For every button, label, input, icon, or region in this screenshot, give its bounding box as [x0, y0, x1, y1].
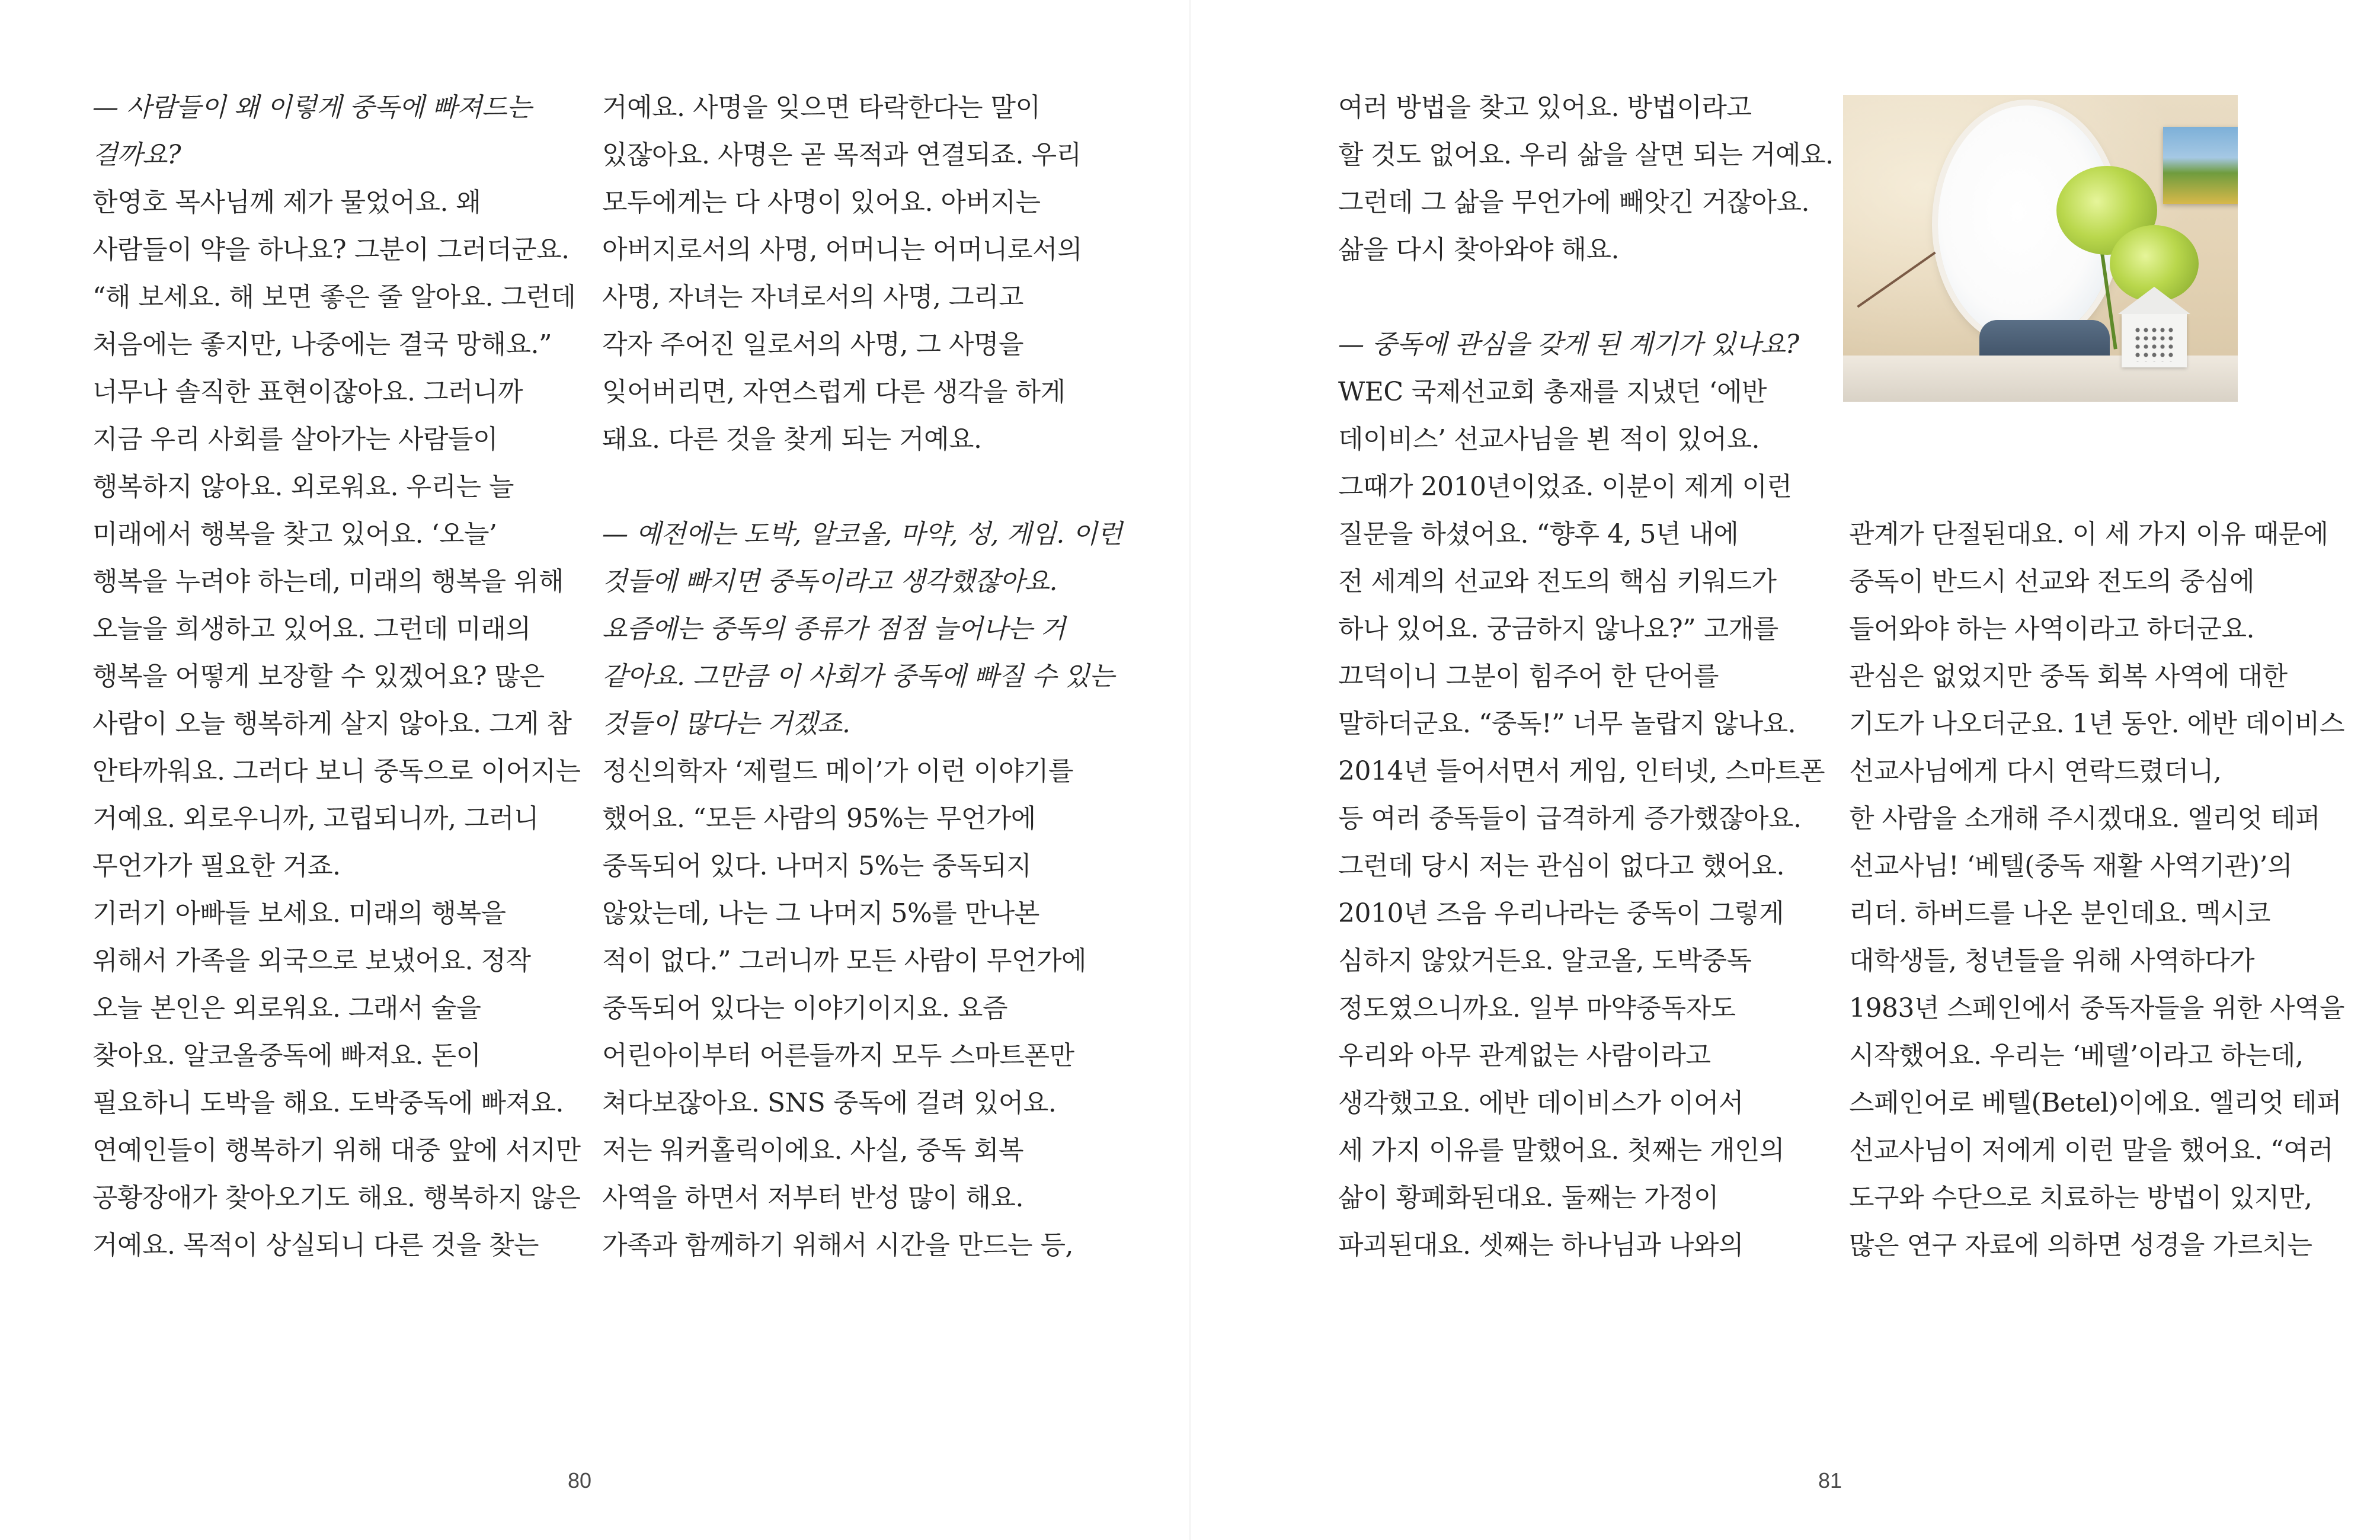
interview-question-line: 것들에 빠지면 중독이라고 생각했잖아요.: [602, 566, 1058, 597]
body-text-line: 찾아요. 알코올중독에 빠져요. 돈이: [92, 1040, 481, 1071]
body-text-line: 그때가 2010년이었죠. 이분이 제게 이런: [1338, 472, 1792, 502]
body-text-line: 있잖아요. 사명은 곧 목적과 연결되죠. 우리: [602, 140, 1082, 170]
body-text-line: 사람들이 약을 하나요? 그분이 그러더군요.: [92, 235, 570, 265]
body-text-line: 중독되어 있다. 나머지 5%는 중독되지: [602, 851, 1032, 881]
body-text-line: 하나 있어요. 궁금하지 않나요?” 고개를: [1338, 614, 1778, 644]
body-text-line: 잊어버리면, 자연스럽게 다른 생각을 하게: [602, 377, 1066, 407]
body-text-line: 모두에게는 다 사명이 있어요. 아버지는: [602, 187, 1041, 217]
body-text-line: 우리와 아무 관계없는 사람이라고: [1338, 1040, 1711, 1071]
body-text-line: 적이 없다.” 그러니까 모든 사람이 무언가에: [602, 946, 1086, 976]
body-text-line: 많은 연구 자료에 의하면 성경을 가르치는: [1849, 1230, 2312, 1260]
body-text-line: 2010년 즈음 우리나라는 중독이 그렇게: [1338, 898, 1784, 929]
text-column-4: [1849, 511, 2347, 1269]
interview-question-line: 요즘에는 중독의 종류가 점점 늘어나는 거: [602, 614, 1066, 644]
body-text-line: 전 세계의 선교와 전도의 핵심 키워드가: [1338, 566, 1777, 597]
text-column-1: [92, 84, 581, 1269]
body-text-line: 사역을 하면서 저부터 반성 많이 해요.: [602, 1183, 1023, 1213]
body-text-line: 들어와야 하는 사역이라고 하더군요.: [1849, 614, 2255, 644]
body-text-line: 질문을 하셨어요. “향후 4, 5년 내에: [1338, 519, 1739, 549]
body-text-line: 말하더군요. “중독!” 너무 놀랍지 않나요.: [1338, 709, 1796, 739]
body-text-line: 가족과 함께하기 위해서 시간을 만드는 등,: [602, 1230, 1073, 1260]
body-text-line: 한영호 목사님께 제가 물었어요. 왜: [92, 187, 481, 217]
body-text-line: 그런데 그 삶을 무언가에 빼앗긴 거잖아요.: [1338, 187, 1809, 217]
body-text-line: 거예요. 목적이 상실되니 다른 것을 찾는: [92, 1230, 539, 1260]
body-text-line: 선교사님! ‘베텔(중독 재활 사역기관)’의: [1849, 851, 2293, 881]
body-text-line: 미래에서 행복을 찾고 있어요. ‘오늘’: [92, 519, 497, 549]
body-text-line: 처음에는 좋지만, 나중에는 결국 망해요.”: [92, 329, 552, 360]
body-text-line: 파괴된대요. 셋째는 하나님과 나와의: [1338, 1230, 1744, 1260]
photo-house-pattern: [2133, 326, 2175, 361]
body-text-line: 한 사람을 소개해 주시겠대요. 엘리엇 테퍼: [1849, 803, 2320, 834]
body-text-line: 오늘을 희생하고 있어요. 그런데 미래의: [92, 614, 531, 644]
body-text-line: 1983년 스페인에서 중독자들을 위한 사역을: [1849, 993, 2344, 1023]
body-text-line: 생각했고요. 에반 데이비스가 이어서: [1338, 1088, 1744, 1118]
body-text-line: 선교사님이 저에게 이런 말을 했어요. “여러: [1849, 1135, 2333, 1166]
body-text-line: 행복하지 않아요. 외로워요. 우리는 늘: [92, 472, 514, 502]
paragraph-gap: [602, 463, 1076, 511]
body-text-line: 않았는데, 나는 그 나머지 5%를 만나본: [602, 898, 1039, 929]
body-text-line: 중독되어 있다는 이야기이지요. 요즘: [602, 993, 1008, 1023]
interview-question-line: 같아요. 그만큼 이 사회가 중독에 빠질 수 있는: [602, 661, 1114, 691]
body-text-line: 도구와 수단으로 치료하는 방법이 있지만,: [1849, 1183, 2312, 1213]
body-text-line: 연예인들이 행복하기 위해 대중 앞에 서지만: [92, 1135, 581, 1166]
interior-photo: [1843, 95, 2238, 402]
body-text-line: 중독이 반드시 선교와 전도의 중심에: [1849, 566, 2255, 597]
body-text-line: 삶을 다시 찾아와야 해요.: [1338, 235, 1619, 265]
body-text-line: 심하지 않았거든요. 알코올, 도박중독: [1338, 946, 1752, 976]
body-text-line: 쳐다보잖아요. SNS 중독에 걸려 있어요.: [602, 1088, 1057, 1118]
body-text-line: 아버지로서의 사명, 어머니는 어머니로서의: [602, 235, 1083, 265]
body-text-line: 정도였으니까요. 일부 마약중독자도: [1338, 993, 1736, 1023]
text-column-2: [602, 84, 1122, 1269]
interview-question-line: 것들이 많다는 거겠죠.: [602, 709, 850, 739]
interview-question-line: — 사람들이 왜 이렇게 중독에 빠져드는: [92, 92, 532, 123]
paragraph-gap: [1338, 274, 1824, 321]
body-text-line: 행복을 누려야 하는데, 미래의 행복을 위해: [92, 566, 564, 597]
body-text-line: 할 것도 없어요. 우리 삶을 살면 되는 거예요.: [1338, 140, 1834, 170]
body-text-line: 안타까워요. 그러다 보니 중독으로 이어지는: [92, 756, 581, 786]
page-number-left: 80: [568, 1468, 592, 1493]
body-text-line: 기도가 나오더군요. 1년 동안. 에반 데이비스: [1849, 709, 2344, 739]
body-text-line: 사람이 오늘 행복하게 살지 않아요. 그게 참: [92, 709, 572, 739]
body-text-line: 각자 주어진 일로서의 사명, 그 사명을: [602, 329, 1023, 360]
body-text-line: 대학생들, 청년들을 위해 사역하다가: [1849, 946, 2255, 976]
photo-landscape-painting: [2163, 127, 2238, 204]
body-text-line: 오늘 본인은 외로워요. 그래서 술을: [92, 993, 481, 1023]
body-text-line: 여러 방법을 찾고 있어요. 방법이라고: [1338, 92, 1752, 123]
body-text-line: 위해서 가족을 외국으로 보냈어요. 정작: [92, 946, 531, 976]
interview-question-line: 걸까요?: [92, 140, 181, 170]
body-text-line: 정신의학자 ‘제럴드 메이’가 이런 이야기를: [602, 756, 1073, 786]
body-text-line: 시작했어요. 우리는 ‘베델’이라고 하는데,: [1849, 1040, 2304, 1071]
body-text-line: 너무나 솔직한 표현이잖아요. 그러니까: [92, 377, 523, 407]
interview-question-line: — 중독에 관심을 갖게 된 계기가 있나요?: [1338, 329, 1799, 360]
body-text-line: 리더. 하버드를 나온 분인데요. 멕시코: [1849, 898, 2270, 929]
body-text-line: 거예요. 외로우니까, 고립되니까, 그러니: [92, 803, 539, 834]
body-text-line: “해 보세요. 해 보면 좋은 줄 알아요. 그런데: [92, 282, 576, 312]
body-text-line: 했어요. “모든 사람의 95%는 무언가에: [602, 803, 1036, 834]
body-text-line: 사명, 자녀는 자녀로서의 사명, 그리고: [602, 282, 1023, 312]
body-text-line: 데이비스’ 선교사님을 뵌 적이 있어요.: [1338, 424, 1760, 454]
body-text-line: 행복을 어떻게 보장할 수 있겠어요? 많은: [92, 661, 545, 691]
body-text-line: WEC 국제선교회 총재를 지냈던 ‘에반: [1338, 377, 1767, 407]
body-text-line: 삶이 황폐화된대요. 둘째는 가정이: [1338, 1183, 1719, 1213]
body-text-line: 저는 워커홀릭이에요. 사실, 중독 회복: [602, 1135, 1023, 1166]
body-text-line: 돼요. 다른 것을 찾게 되는 거예요.: [602, 424, 982, 454]
body-text-line: 세 가지 이유를 말했어요. 첫째는 개인의: [1338, 1135, 1784, 1166]
body-text-line: 필요하니 도박을 해요. 도박중독에 빠져요.: [92, 1088, 564, 1118]
body-text-line: 지금 우리 사회를 살아가는 사람들이: [92, 424, 498, 454]
body-text-line: 끄덕이니 그분이 힘주어 한 단어를: [1338, 661, 1719, 691]
body-text-line: 스페인어로 베텔(Betel)이에요. 엘리엇 테퍼: [1849, 1088, 2342, 1118]
body-text-line: 선교사님에게 다시 연락드렸더니,: [1849, 756, 2222, 786]
body-text-line: 그런데 당시 저는 관심이 없다고 했어요.: [1338, 851, 1784, 881]
body-text-line: 관심은 없었지만 중독 회복 사역에 대한: [1849, 661, 2288, 691]
body-text-line: 무언가가 필요한 거죠.: [92, 851, 341, 881]
text-column-3: [1338, 84, 1834, 1269]
body-text-line: 공황장애가 찾아오기도 해요. 행복하지 않은: [92, 1183, 581, 1213]
body-text-line: 관계가 단절된대요. 이 세 가지 이유 때문에: [1849, 519, 2328, 549]
body-text-line: 기러기 아빠들 보세요. 미래의 행복을: [92, 898, 506, 929]
interview-question-line: — 예전에는 도박, 알코올, 마약, 성, 게임. 이런: [602, 519, 1122, 549]
body-text-line: 거예요. 사명을 잊으면 타락한다는 말이: [602, 92, 1041, 123]
page-number-right: 81: [1818, 1468, 1842, 1493]
body-text-line: 어린아이부터 어른들까지 모두 스마트폰만: [602, 1040, 1074, 1071]
body-text-line: 2014년 들어서면서 게임, 인터넷, 스마트폰: [1338, 756, 1825, 786]
body-text-line: 등 여러 중독들이 급격하게 증가했잖아요.: [1338, 803, 1802, 834]
